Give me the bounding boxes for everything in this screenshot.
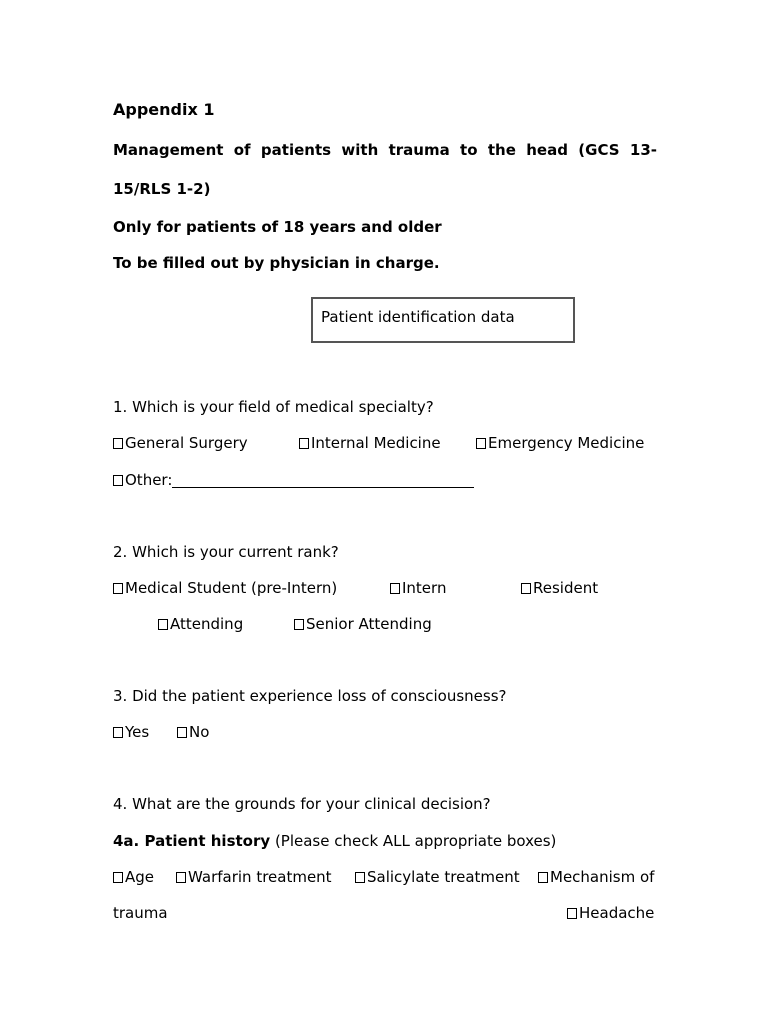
option-label: Other: xyxy=(125,471,173,489)
q4a-option-headache[interactable] xyxy=(567,904,654,922)
checkbox[interactable] xyxy=(113,475,123,486)
checkbox[interactable] xyxy=(113,727,123,738)
option-label: General Surgery xyxy=(125,434,248,452)
option-label: Emergency Medicine xyxy=(488,434,645,452)
checkbox[interactable] xyxy=(390,583,400,594)
q3-question: 3. Did the patient experience loss of consciousness? xyxy=(113,687,507,705)
q2-option-resident[interactable] xyxy=(521,579,598,597)
q2-option-intern[interactable] xyxy=(390,579,446,597)
checkbox[interactable] xyxy=(113,583,123,594)
checkbox[interactable] xyxy=(355,872,365,883)
q3-option-no[interactable] xyxy=(177,723,209,741)
option-label: Internal Medicine xyxy=(311,434,441,452)
q4a-note: (Please check ALL appropriate boxes) xyxy=(274,832,557,850)
q4-question: 4. What are the grounds for your clinical decision? xyxy=(113,795,491,813)
checkbox[interactable] xyxy=(176,872,186,883)
q4a-option-mechanism[interactable] xyxy=(538,868,654,886)
option-label: Salicylate treatment xyxy=(367,868,520,886)
q4a-heading xyxy=(113,832,556,850)
checkbox[interactable] xyxy=(177,727,187,738)
patient-id-label: Patient identification data xyxy=(321,308,515,326)
checkbox[interactable] xyxy=(521,583,531,594)
option-label: Senior Attending xyxy=(306,615,432,633)
q4a-option-age[interactable] xyxy=(113,868,154,886)
appendix-title: Appendix 1 xyxy=(113,100,215,119)
option-label: Yes xyxy=(125,723,150,741)
other-text-line[interactable] xyxy=(172,472,474,488)
age-restriction: Only for patients of 18 years and older xyxy=(113,218,442,236)
q1-option-other[interactable] xyxy=(113,471,474,489)
form-heading-line1: Management of patients with trauma to the head (GCS 13- xyxy=(113,141,657,159)
q1-option-general-surgery[interactable] xyxy=(113,434,248,452)
checkbox[interactable] xyxy=(538,872,548,883)
option-label: Warfarin treatment xyxy=(188,868,332,886)
q1-option-internal-medicine[interactable] xyxy=(299,434,441,452)
option-label: Medical Student (pre-Intern) xyxy=(125,579,338,597)
option-label: Headache xyxy=(579,904,655,922)
option-label: No xyxy=(189,723,210,741)
form-heading-line2: 15/RLS 1-2) xyxy=(113,180,211,198)
q4a-option-warfarin[interactable] xyxy=(176,868,332,886)
q2-option-attending[interactable] xyxy=(158,615,243,633)
option-label: Intern xyxy=(402,579,447,597)
q4a-option-salicylate[interactable] xyxy=(355,868,520,886)
q4a-label: 4a. Patient history xyxy=(113,832,271,850)
option-label: Age xyxy=(125,868,155,886)
fill-instruction: To be filled out by physician in charge. xyxy=(113,254,440,272)
q1-option-emergency-medicine[interactable] xyxy=(476,434,644,452)
checkbox[interactable] xyxy=(158,619,168,630)
q3-option-yes[interactable] xyxy=(113,723,149,741)
checkbox[interactable] xyxy=(113,438,123,449)
checkbox[interactable] xyxy=(567,908,577,919)
checkbox[interactable] xyxy=(299,438,309,449)
checkbox[interactable] xyxy=(476,438,486,449)
q2-option-senior-attending[interactable] xyxy=(294,615,432,633)
q2-question: 2. Which is your current rank? xyxy=(113,543,339,561)
q4a-option-mechanism-wrap: trauma xyxy=(113,904,168,922)
checkbox[interactable] xyxy=(113,872,123,883)
q1-question: 1. Which is your field of medical specialty? xyxy=(113,398,434,416)
checkbox[interactable] xyxy=(294,619,304,630)
option-label: Resident xyxy=(533,579,599,597)
option-label: Attending xyxy=(170,615,244,633)
patient-id-box[interactable] xyxy=(311,297,575,343)
q2-option-medical-student[interactable] xyxy=(113,579,337,597)
option-label: Mechanism of xyxy=(550,868,655,886)
